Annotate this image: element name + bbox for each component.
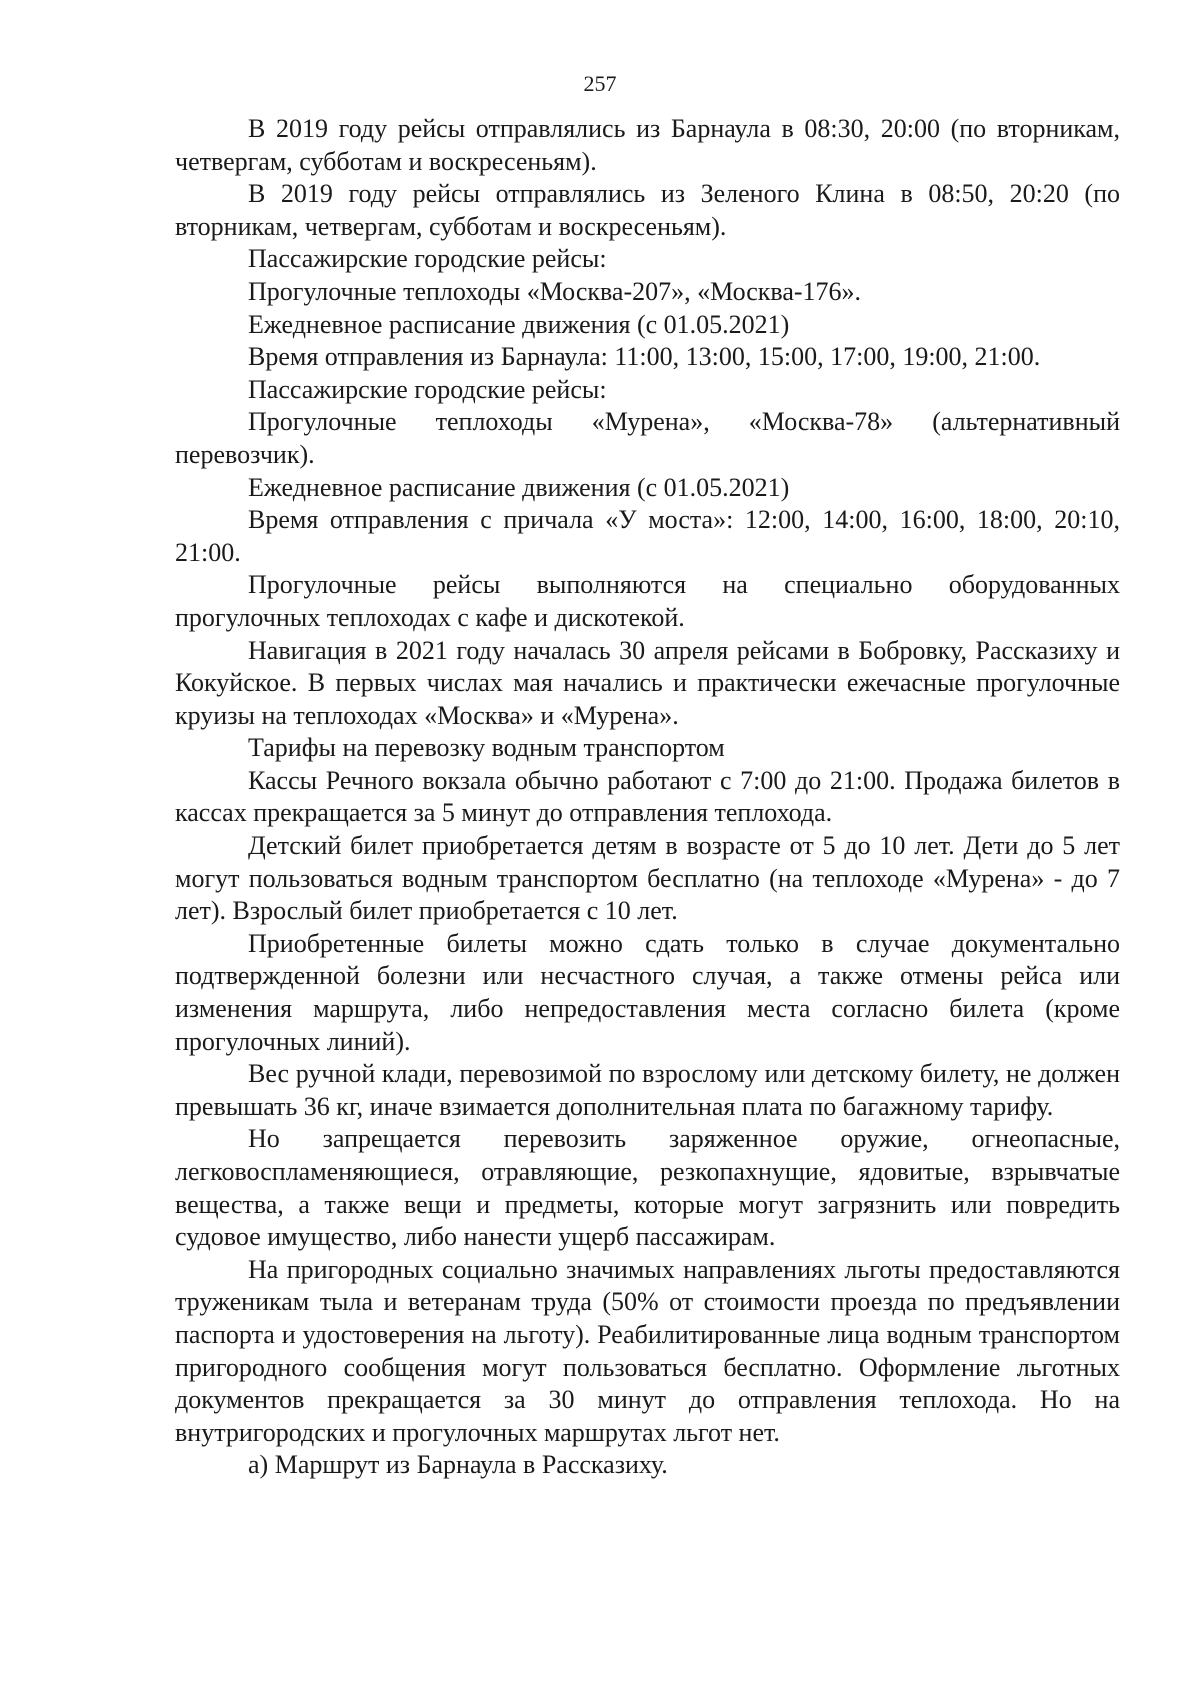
paragraph-ticket-refund: Приобретенные билеты можно сдать только в случае документально подтвержденной болезни или несчастного случая, а также отмены рейса или изменения маршрута, либо непредоставления места согласно билета (кроме прогулочных линий). [175,928,1120,1056]
paragraph-child-ticket: Детский билет приобретается детям в возрасте от 5 до 10 лет. Дети до 5 лет могут пользоваться водным транспортом бесплатно (на теплоходе «Мурена» - до 7 лет). Взрослый билет приобретается с 10 лет. [175,831,1120,926]
paragraph-daily-schedule: Ежедневное расписание движения (с 01.05.2021) [248,472,790,502]
paragraph-city-trips-heading: Пассажирские городские рейсы: [248,244,607,274]
paragraph-route-heading: а) Маршрут из Барнаула в Рассказиху. [248,1450,668,1480]
paragraph-city-trips-heading: Пассажирские городские рейсы: [248,374,607,404]
paragraph-prohibited-items: Но запрещается перевозить заряженное оружие, огнеопасные, легковоспламеняющиеся, отравляющие, резкопахнущие, ядовитые, взрывчатые вещества, а также вещи и предметы, которые могут загрязнить или повредить судовое имущество, либо нанести ущерб пассажирам. [175,1124,1120,1252]
paragraph-boats-murena: Прогулочные теплоходы «Мурена», «Москва-78» (альтернативный перевозчик). [175,407,1120,469]
paragraph-cruise-equipment: Прогулочные рейсы выполняются на специально оборудованных прогулочных теплоходах с кафе и дискотекой. [175,570,1120,632]
paragraph-departure-barnaul: Время отправления из Барнаула: 11:00, 13:00, 15:00, 17:00, 19:00, 21:00. [248,342,1041,372]
paragraph-boats-moskva: Прогулочные теплоходы «Москва-207», «Москва-176». [248,276,862,306]
paragraph-navigation-2021: Навигация в 2021 году началась 30 апреля рейсами в Бобровку, Рассказиху и Кокуйское. В первых числах мая начались и практически ежечасные прогулочные круизы на теплоходах «Москва» и «Мурена». [175,635,1120,730]
paragraph-departure-bridge-pier: Время отправления с причала «У моста»: 12:00, 14:00, 16:00, 18:00, 20:10, 21:00. [175,505,1120,567]
page-number: 257 [583,71,617,96]
paragraph-tariffs-heading: Тарифы на перевозку водным транспортом [248,733,725,763]
document-body [175,113,1120,1482]
paragraph-hand-luggage: Вес ручной клади, перевозимой по взрослому или детскому билету, не должен превышать 36 кг, иначе взимается дополнительная плата по багажному тарифу. [175,1059,1120,1121]
paragraph-ticket-office-hours: Кассы Речного вокзала обычно работают с 7:00 до 21:00. Продажа билетов в кассах прекращается за 5 минут до отправления теплохода. [175,765,1120,828]
paragraph-schedule-barnaul-2019: В 2019 году рейсы отправлялись из Барнаула в 08:30, 20:00 (по вторникам, четвергам, субботам и воскресеньям). [175,114,1120,176]
paragraph-daily-schedule: Ежедневное расписание движения (с 01.05.2021) [248,309,790,339]
paragraph-schedule-zeleny-klin-2019: В 2019 году рейсы отправлялись из Зеленого Клина в 08:50, 20:20 (по вторникам, четвергам, субботам и воскресеньям). [175,179,1120,241]
paragraph-benefits: На пригородных социально значимых направлениях льготы предоставляются труженикам тыла и ветеранам труда (50% от стоимости проезда по предъявлении паспорта и удостоверения на льготу). Реабилитированные лица водным транспортом пригородного сообщения могут пользоваться бесплатно. Оформление льготных документов прекращается за 30 минут до отправления теплохода. Но на внутригородских и прогулочных маршрутах льгот нет. [175,1254,1120,1447]
